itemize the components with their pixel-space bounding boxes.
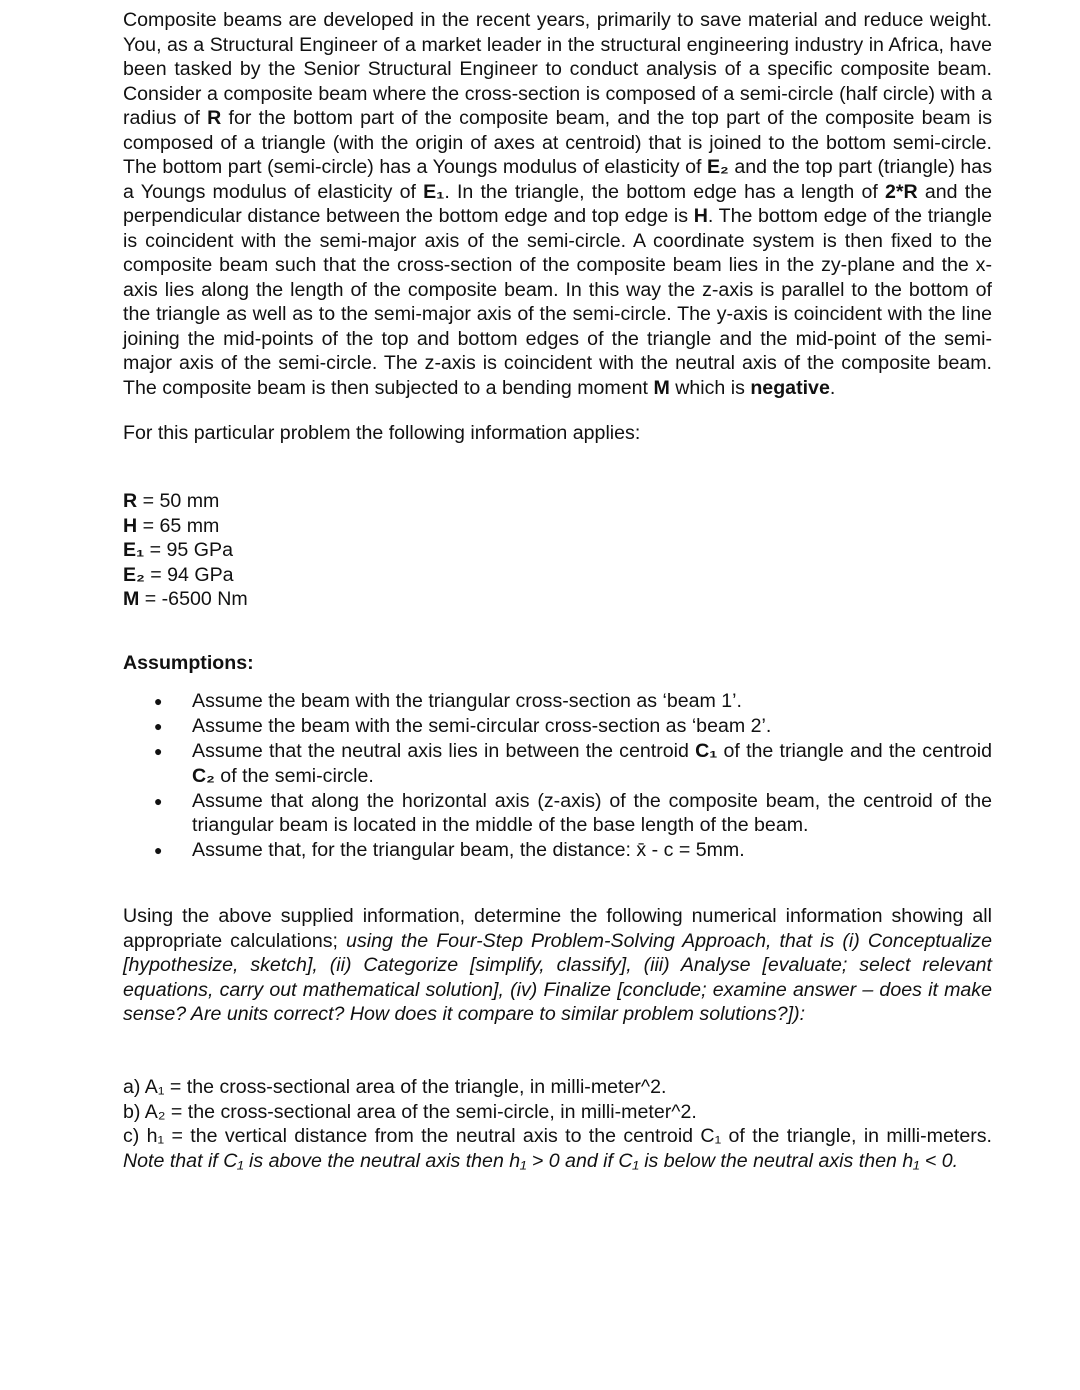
intro-text-8: .	[829, 376, 836, 399]
questions	[123, 1075, 992, 1173]
given-e1: E₁ = 95 GPa	[123, 539, 233, 561]
sign-convention-note: Note that if C₁ is above the neutral axis then h₁ > 0 and if C₁ is below the neutral axis then h₁ < 0.	[123, 1149, 959, 1172]
question-a: a) A₁ = the cross-sectional area of the triangle, in milli-meter^2.	[123, 1076, 667, 1098]
bullet-icon: ●	[154, 842, 163, 859]
bullet-icon: ●	[154, 693, 163, 709]
bullet-icon: ●	[154, 743, 163, 760]
given-r: R = 50 mm	[123, 490, 220, 512]
assumption-item: ● Assume that along the horizontal axis (z-axis) of the composite beam, the centroid of the triangular beam is located in the middle of the base length of the beam.	[154, 789, 992, 837]
symbol-e2: E₂	[706, 156, 729, 178]
intro-text-6: . The bottom edge of the triangle is coincident with the semi-major axis of the semi-circle. A coordinate system is then fixed to the composite beam such that the cross-section of the composite beam lies in the zy-plane and the x-axis lies along the length of the composite beam. In this way the z-axis is parallel to the bottom of the triangle as well as to the semi-major axis of the semi-circle. The y-axis is coincident with the line joining the mid-points of the top and bottom edges of the triangle and the mid-point of the semi-major axis of the semi-circle. The z-axis is coincident with the neutral axis of the composite beam. The composite beam is then subjected to a bending moment	[123, 205, 992, 399]
given-m: M = -6500 Nm	[123, 588, 248, 610]
given-info-lead: For this particular problem the following information applies:	[123, 422, 641, 444]
symbol-e1: E₁	[423, 180, 445, 203]
negative-emphasis: negative	[750, 376, 830, 399]
intro-text-4: . In the triangle, the bottom edge has a length of	[444, 180, 886, 203]
task-instructions: Using the above supplied information, determine the following numerical information showing all appropriate calculations; using the Four-Step Problem-Solving Approach, that is (i) Conceptualize [hypothesize, sketch], (ii) Categorize [simplify, classify], (iii) Analyse [evaluate; select relevant equations, carry out mathematical solution], (iv) Finalize [conclude; examine answer – does it make sense? Are units correct? How does it compare to similar problem solutions?]):	[123, 905, 992, 1025]
assumptions-heading: Assumptions:	[123, 652, 254, 674]
intro-text-1: Composite beams are developed in the recent years, primarily to save material and reduce weight. You, as a Structural Engineer of a market leader in the structural engineering industry in Africa, have been tasked by the Senior Structural Engineer to conduct analysis of a specific composite beam. Consider a composite beam where the cross-section is composed of a semi-circle (half circle) with a radius of	[123, 9, 992, 129]
intro-text-7: which is	[669, 376, 751, 399]
distance-formula: x̄ - c = 5mm.	[636, 839, 745, 862]
symbol-m: M	[653, 376, 670, 399]
assumption-item: ● Assume that the neutral axis lies in between the centroid C₁ of the triangle and the centroid C₂ of the semi-circle.	[154, 740, 992, 787]
intro-paragraph	[123, 8, 992, 400]
assumption-item: ● Assume that, for the triangular beam, the distance: x̄ - c = 5mm.	[154, 839, 745, 862]
question-c: c) h₁ = the vertical distance from the neutral axis to the centroid C₁ of the triangle, in milli-meters. Note that if C₁ is above the neutral axis then h₁ > 0 and if C₁ is below the neutral axis then h₁ < 0.	[123, 1125, 992, 1172]
symbol-r: R	[207, 107, 222, 129]
given-e2: E₂ = 94 GPa	[123, 563, 234, 586]
intro-text-2: for the bottom part of the composite beam, and the top part of the composite beam is composed of a triangle (with the origin of axes at centroid) that is joined to the bottom semi-circle. The bottom part (semi-circle) has a Youngs modulus of elasticity of	[123, 107, 992, 178]
intro-text-3: and the top part (triangle) has a Youngs modulus of elasticity of	[123, 156, 992, 203]
given-h: H = 65 mm	[123, 514, 220, 537]
assumption-item: ● Assume the beam with the semi-circular cross-section as ‘beam 2’.	[154, 715, 772, 738]
assumption-item: ● Assume the beam with the triangular cross-section as ‘beam 1’.	[154, 690, 742, 712]
bullet-icon: ●	[154, 718, 163, 735]
symbol-h: H	[693, 205, 708, 227]
bullet-icon: ●	[154, 792, 163, 809]
question-b: b) A₂ = the cross-sectional area of the semi-circle, in milli-meter^2.	[123, 1100, 697, 1123]
intro-text-5: and the perpendicular distance between the bottom edge and top edge is	[123, 180, 992, 227]
four-step-approach: using the Four-Step Problem-Solving Approach, that is (i) Conceptualize [hypothesize, sketch], (ii) Categorize [simplify, classify], (iii) Analyse [evaluate; select relevant equations, carry out mathematical solution], (iv) Finalize [conclude; examine answer – does it make sense? Are units correct? How does it compare to similar problem solutions?]):	[123, 929, 992, 1025]
given-values-list	[123, 489, 248, 612]
assumptions-list	[123, 689, 992, 863]
symbol-2r: 2*R	[885, 180, 918, 203]
